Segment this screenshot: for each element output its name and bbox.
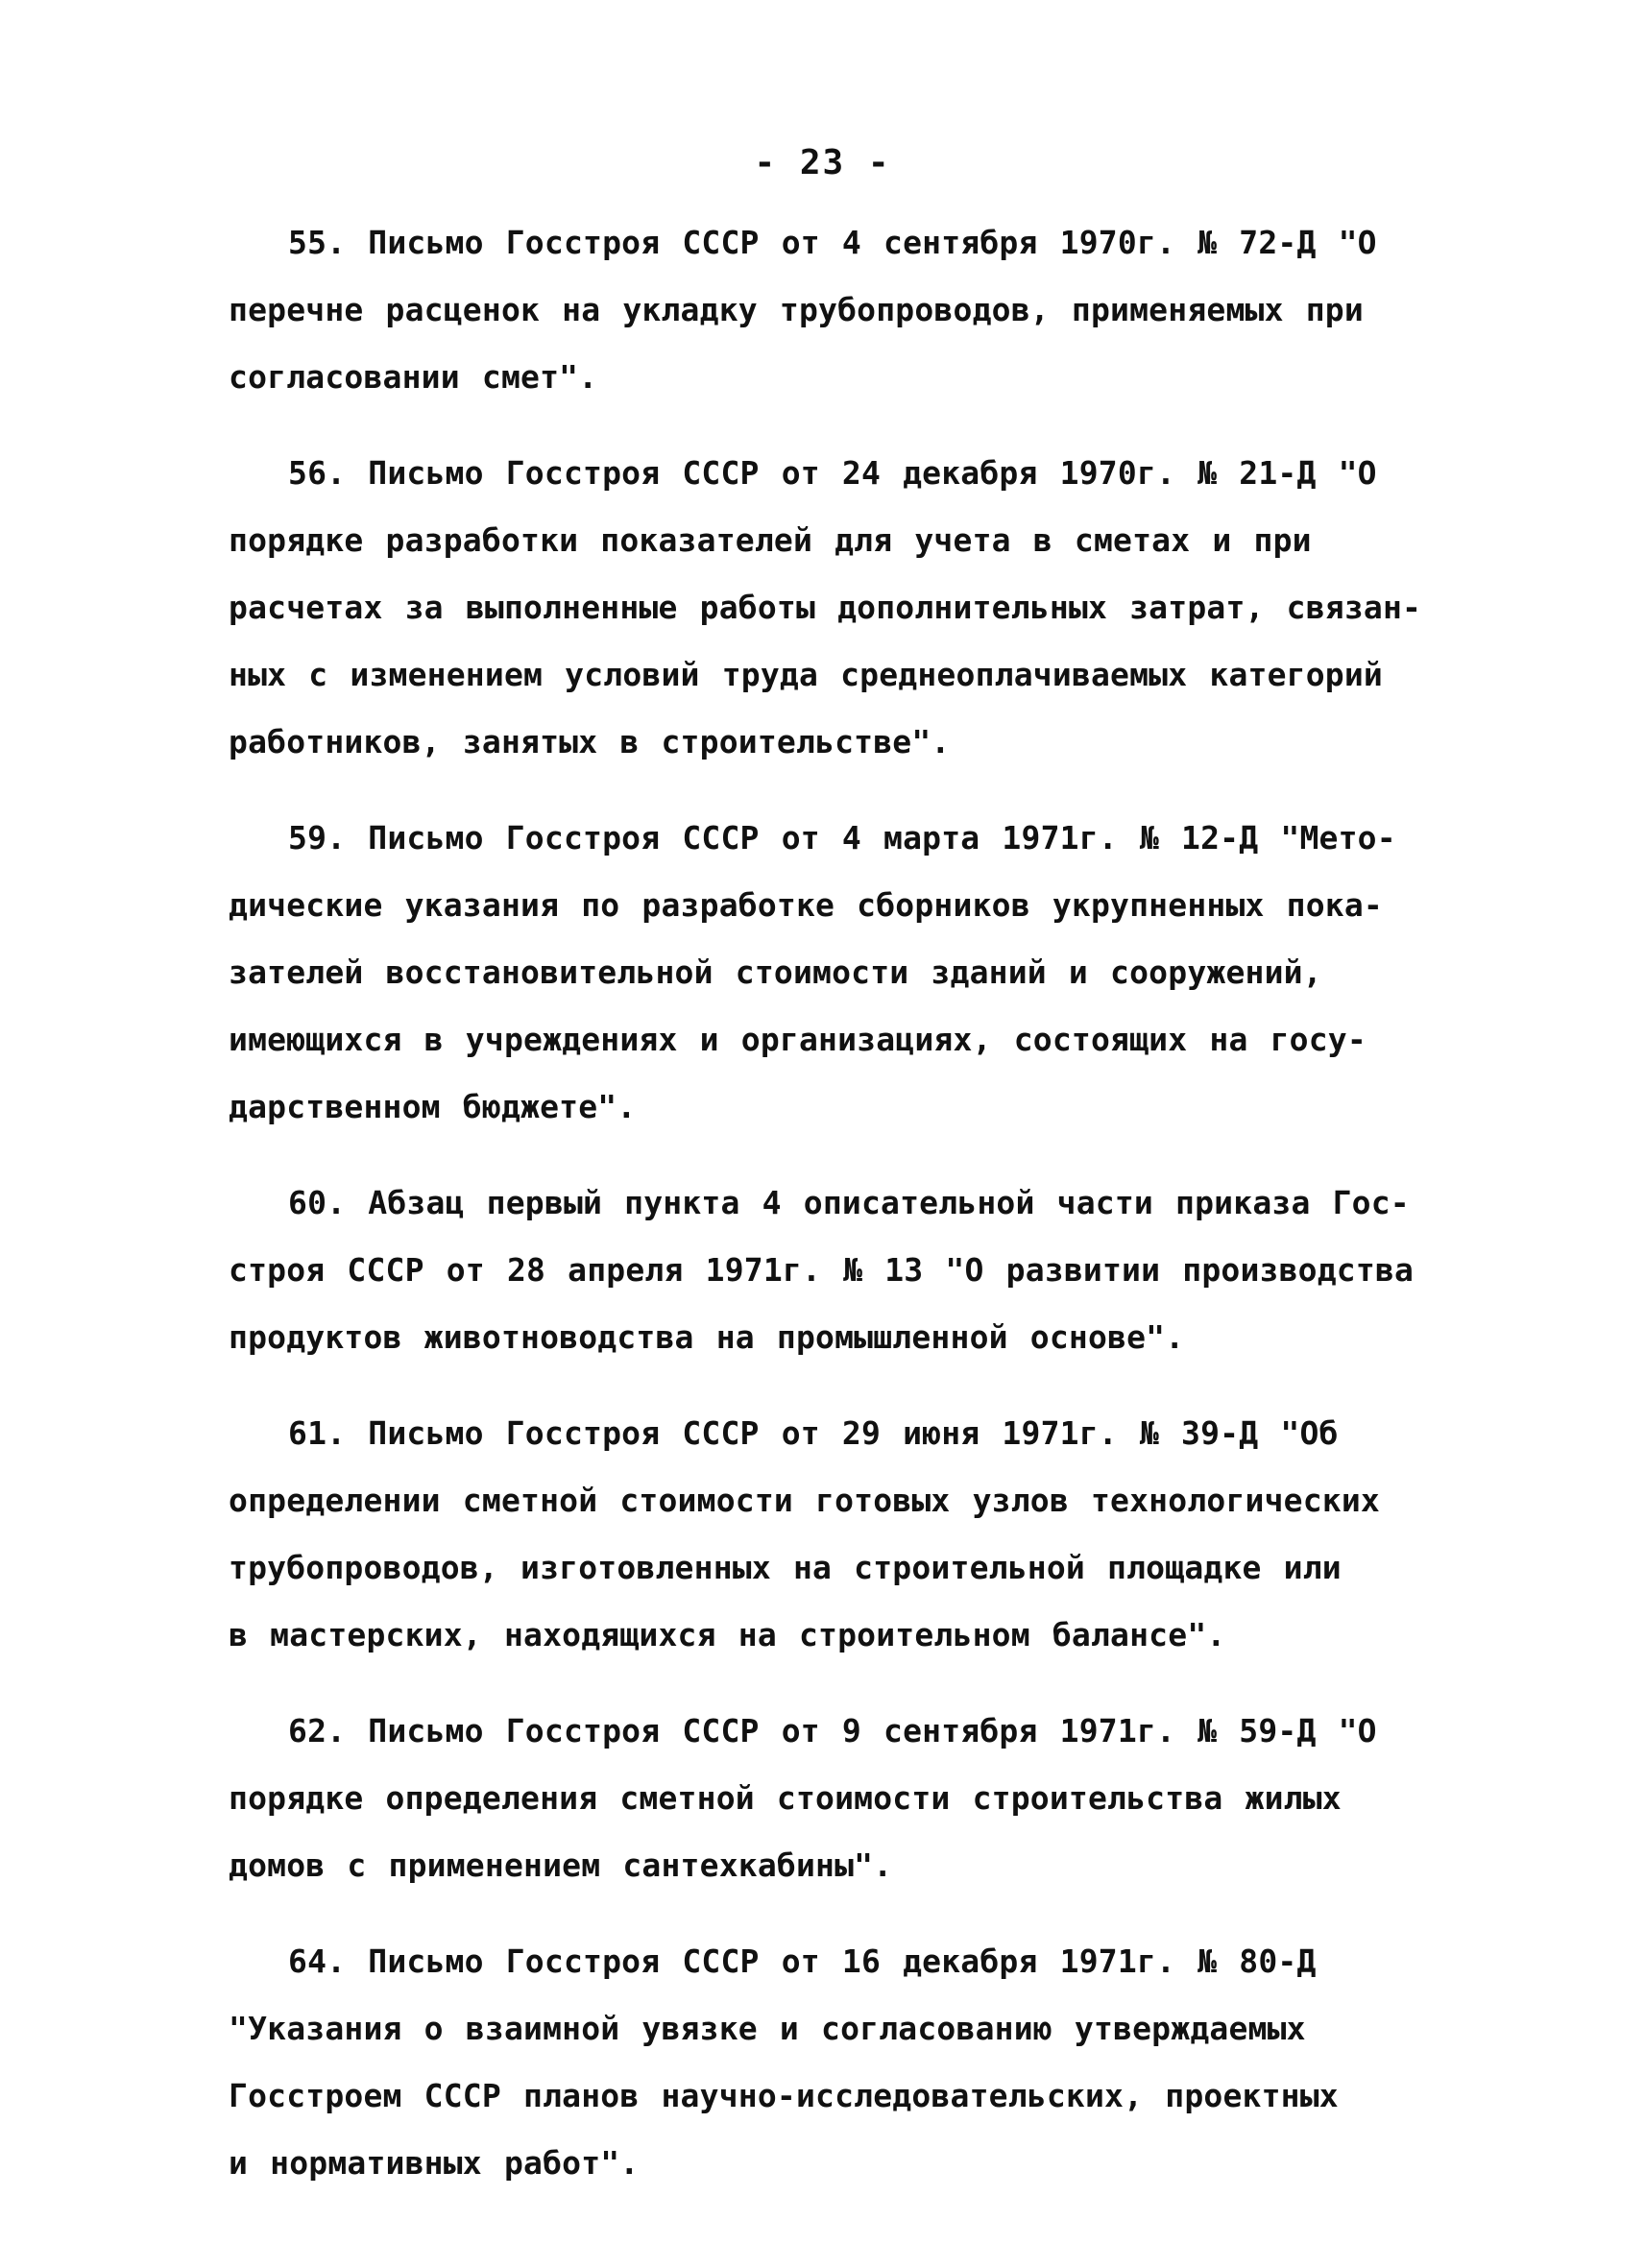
entry-line: определении сметной стоимости готовых узлов технологических: [229, 1482, 1380, 1519]
list-item: [229, 1928, 1458, 2197]
entry-line: работников, занятых в строительстве".: [229, 723, 951, 760]
entry-line: 60. Абзац первый пункта 4 описательной части приказа Гос-: [288, 1184, 1410, 1221]
entry-line: зателей восстановительной стоимости зданий и сооружений,: [229, 953, 1322, 991]
entry-line: 62. Письмо Госстроя СССР от 9 сентября 1971г. № 59-Д "О: [288, 1712, 1377, 1749]
page-number: - 23 -: [754, 143, 891, 182]
entry-line: имеющихся в учреждениях и организациях, состоящих на госу-: [229, 1021, 1367, 1058]
entry-line: дические указания по разработке сборников укрупненных пока-: [229, 886, 1383, 924]
entry-line: согласовании смет".: [229, 358, 598, 396]
entry-line: ных с изменением условий труда среднеоплачиваемых категорий: [229, 656, 1383, 693]
entry-line: 61. Письмо Госстроя СССР от 29 июня 1971г. № 39-Д "Об: [288, 1414, 1339, 1452]
list-item: [229, 1170, 1458, 1371]
entry-line: дарственном бюджете".: [229, 1088, 637, 1125]
entry-line: расчетах за выполненные работы дополнительных затрат, связан-: [229, 589, 1422, 626]
entry-line: перечне расценок на укладку трубопроводов, применяемых при: [229, 291, 1364, 328]
entry-line: продуктов животноводства на промышленной основе".: [229, 1318, 1185, 1356]
entry-line: "Указания о взаимной увязке и согласованию утверждаемых: [229, 2010, 1306, 2047]
list-item: [229, 1698, 1458, 1899]
entry-line: строя СССР от 28 апреля 1971г. № 13 "О развитии производства: [229, 1251, 1415, 1289]
entry-line: 64. Письмо Госстроя СССР от 16 декабря 1971г. № 80-Д: [288, 1942, 1317, 1980]
entry-line: Госстроем СССР планов научно-исследовательских, проектных: [229, 2077, 1339, 2114]
entries-list: [229, 209, 1458, 2226]
list-item: [229, 805, 1458, 1141]
entry-line: 56. Письмо Госстроя СССР от 24 декабря 1970г. № 21-Д "О: [288, 454, 1377, 492]
list-item: [229, 1400, 1458, 1669]
entry-line: порядке определения сметной стоимости строительства жилых: [229, 1779, 1342, 1817]
entry-line: порядке разработки показателей для учета в сметах и при: [229, 521, 1312, 559]
entry-line: в мастерских, находящихся на строительном балансе".: [229, 1616, 1226, 1653]
entry-line: домов с применением сантехкабины".: [229, 1846, 893, 1884]
entry-line: 55. Письмо Госстроя СССР от 4 сентября 1970г. № 72-Д "О: [288, 224, 1377, 261]
entry-line: и нормативных работ".: [229, 2144, 640, 2182]
list-item: [229, 440, 1458, 776]
list-item: [229, 209, 1458, 411]
entry-line: трубопроводов, изготовленных на строительной площадке или: [229, 1549, 1342, 1586]
entry-line: 59. Письмо Госстроя СССР от 4 марта 1971г. № 12-Д "Мето-: [288, 819, 1396, 857]
